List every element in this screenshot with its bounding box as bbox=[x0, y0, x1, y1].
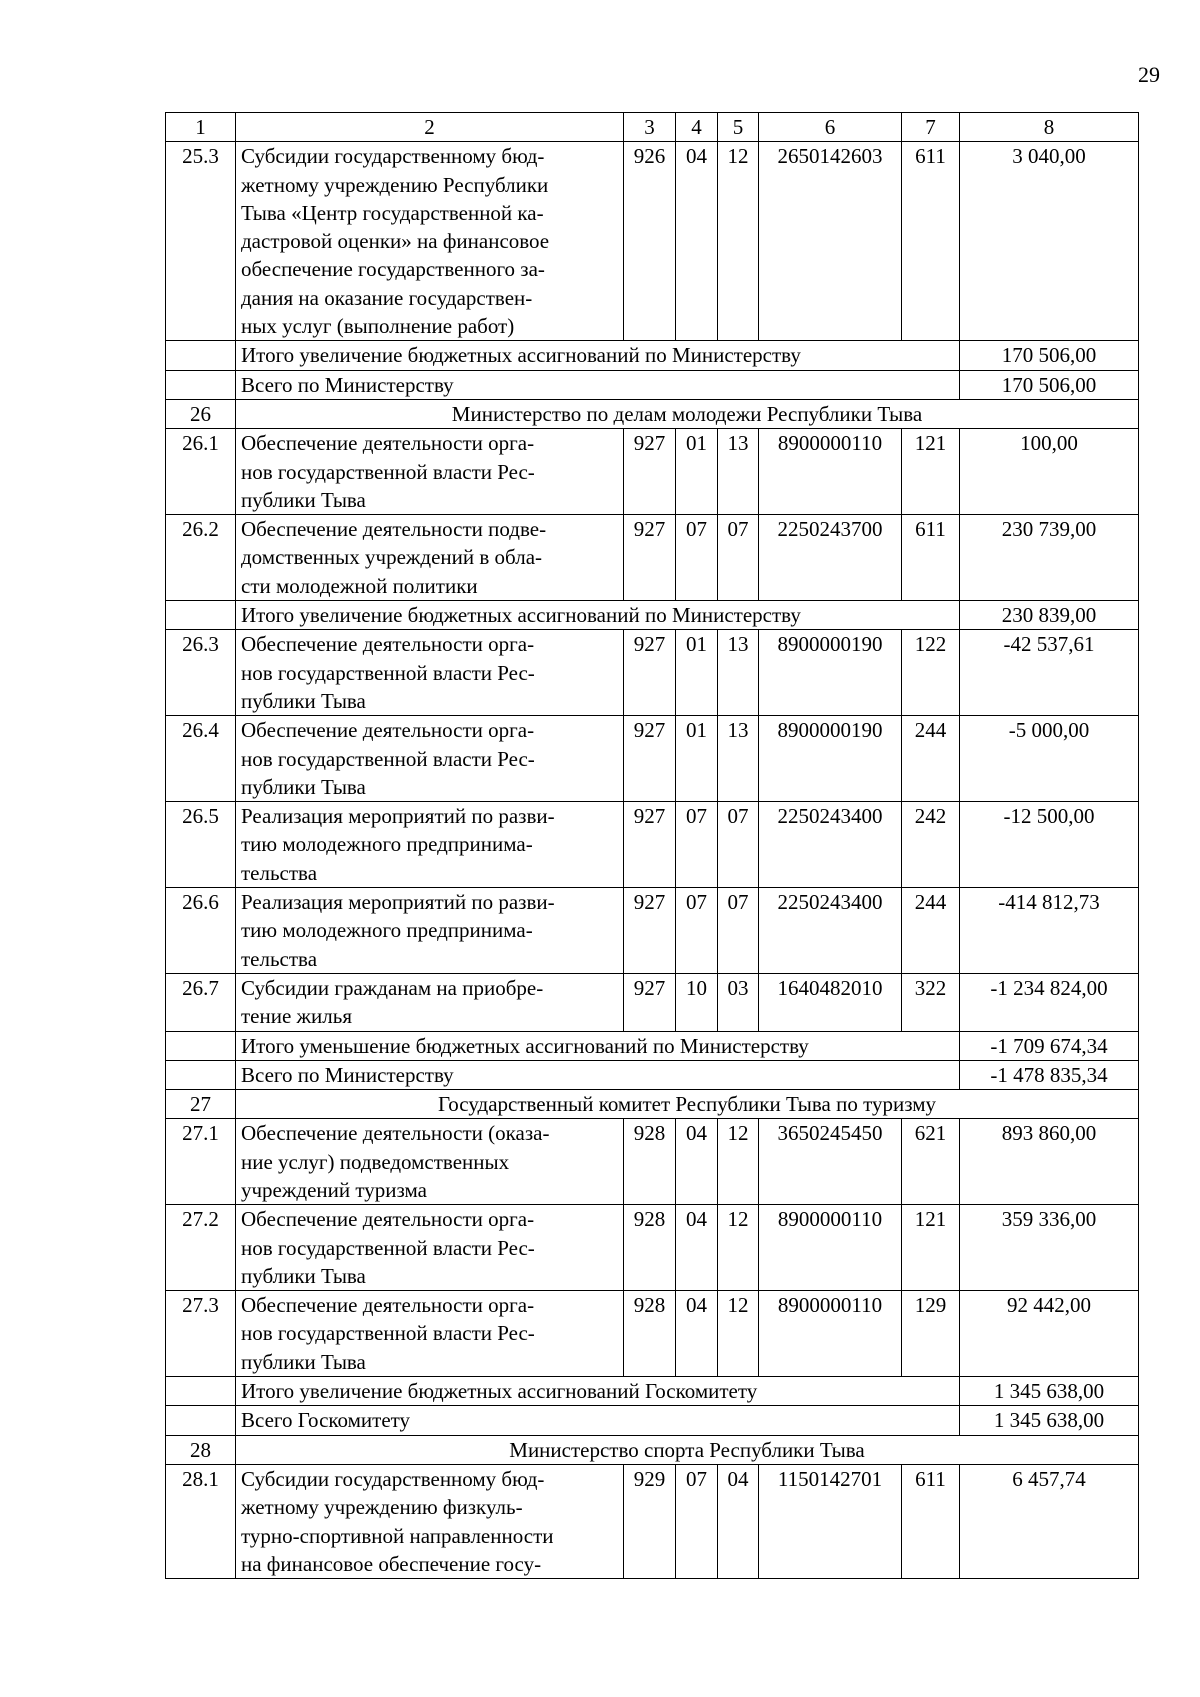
header-cell-1: 1 bbox=[166, 113, 236, 142]
row-subsection-code: 03 bbox=[718, 973, 759, 1031]
header-cell-8: 8 bbox=[960, 113, 1139, 142]
summary-empty-cell bbox=[166, 1406, 236, 1435]
table-row bbox=[166, 429, 1139, 515]
summary-row bbox=[166, 1377, 1139, 1406]
table-row bbox=[166, 716, 1139, 802]
row-subsection-code: 13 bbox=[718, 716, 759, 802]
row-amount: -42 537,61 bbox=[960, 630, 1139, 716]
row-target-code: 8900000190 bbox=[759, 630, 902, 716]
row-expense-type: 322 bbox=[902, 973, 960, 1031]
row-subsection-code: 13 bbox=[718, 429, 759, 515]
row-subsection-code: 07 bbox=[718, 802, 759, 888]
row-target-code: 2250243400 bbox=[759, 888, 902, 974]
row-amount: 92 442,00 bbox=[960, 1291, 1139, 1377]
table-body bbox=[166, 113, 1139, 1579]
summary-amount: 1 345 638,00 bbox=[960, 1377, 1139, 1406]
row-target-code: 1640482010 bbox=[759, 973, 902, 1031]
row-ministry-code: 928 bbox=[624, 1205, 676, 1291]
summary-amount: -1 478 835,34 bbox=[960, 1060, 1139, 1089]
row-ministry-code: 927 bbox=[624, 716, 676, 802]
summary-empty-cell bbox=[166, 1377, 236, 1406]
row-name: Обеспечение деятельности подве- домственных учреждений в обла- сти молодежной политики bbox=[236, 515, 624, 601]
section-row bbox=[166, 399, 1139, 428]
row-number: 26.6 bbox=[166, 888, 236, 974]
row-section-code: 04 bbox=[676, 1291, 718, 1377]
table-row bbox=[166, 1119, 1139, 1205]
row-number: 26.1 bbox=[166, 429, 236, 515]
section-row bbox=[166, 1435, 1139, 1464]
header-cell-7: 7 bbox=[902, 113, 960, 142]
header-row bbox=[166, 113, 1139, 142]
row-ministry-code: 929 bbox=[624, 1464, 676, 1578]
row-ministry-code: 927 bbox=[624, 630, 676, 716]
row-subsection-code: 12 bbox=[718, 1119, 759, 1205]
header-cell-3: 3 bbox=[624, 113, 676, 142]
page-number: 29 bbox=[1138, 62, 1160, 87]
table-row bbox=[166, 973, 1139, 1031]
row-section-code: 07 bbox=[676, 802, 718, 888]
row-expense-type: 621 bbox=[902, 1119, 960, 1205]
row-section-code: 04 bbox=[676, 142, 718, 341]
summary-amount: 170 506,00 bbox=[960, 370, 1139, 399]
row-ministry-code: 928 bbox=[624, 1291, 676, 1377]
row-amount: 3 040,00 bbox=[960, 142, 1139, 341]
row-number: 27.1 bbox=[166, 1119, 236, 1205]
row-ministry-code: 927 bbox=[624, 973, 676, 1031]
table-row bbox=[166, 888, 1139, 974]
row-target-code: 8900000190 bbox=[759, 716, 902, 802]
row-expense-type: 121 bbox=[902, 1205, 960, 1291]
summary-empty-cell bbox=[166, 1060, 236, 1089]
summary-row bbox=[166, 1406, 1139, 1435]
row-subsection-code: 12 bbox=[718, 1291, 759, 1377]
row-subsection-code: 07 bbox=[718, 515, 759, 601]
row-amount: -5 000,00 bbox=[960, 716, 1139, 802]
row-amount: -1 234 824,00 bbox=[960, 973, 1139, 1031]
row-expense-type: 611 bbox=[902, 1464, 960, 1578]
row-number: 26.4 bbox=[166, 716, 236, 802]
row-target-code: 2250243400 bbox=[759, 802, 902, 888]
row-amount: 893 860,00 bbox=[960, 1119, 1139, 1205]
header-cell-2: 2 bbox=[236, 113, 624, 142]
table-row bbox=[166, 1205, 1139, 1291]
summary-empty-cell bbox=[166, 370, 236, 399]
summary-empty-cell bbox=[166, 601, 236, 630]
row-name: Реализация мероприятий по разви- тию молодежного предпринима- тельства bbox=[236, 888, 624, 974]
summary-row bbox=[166, 1060, 1139, 1089]
row-number: 26.2 bbox=[166, 515, 236, 601]
row-expense-type: 611 bbox=[902, 515, 960, 601]
row-name: Обеспечение деятельности орга- нов государственной власти Рес- публики Тыва bbox=[236, 630, 624, 716]
table-row bbox=[166, 1464, 1139, 1578]
row-section-code: 04 bbox=[676, 1119, 718, 1205]
row-number: 28.1 bbox=[166, 1464, 236, 1578]
row-number: 27.3 bbox=[166, 1291, 236, 1377]
row-name: Обеспечение деятельности орга- нов государственной власти Рес- публики Тыва bbox=[236, 429, 624, 515]
summary-label: Всего по Министерству bbox=[236, 1060, 960, 1089]
row-amount: 6 457,74 bbox=[960, 1464, 1139, 1578]
section-number: 27 bbox=[166, 1090, 236, 1119]
row-ministry-code: 927 bbox=[624, 802, 676, 888]
summary-row bbox=[166, 341, 1139, 370]
row-amount: -12 500,00 bbox=[960, 802, 1139, 888]
row-expense-type: 129 bbox=[902, 1291, 960, 1377]
row-section-code: 01 bbox=[676, 716, 718, 802]
row-section-code: 10 bbox=[676, 973, 718, 1031]
row-section-code: 07 bbox=[676, 515, 718, 601]
row-name: Субсидии государственному бюд- жетному учреждению физкуль- турно-спортивной направленности на финансовое обеспечение госу- bbox=[236, 1464, 624, 1578]
row-subsection-code: 07 bbox=[718, 888, 759, 974]
row-name: Субсидии гражданам на приобре- тение жилья bbox=[236, 973, 624, 1031]
row-expense-type: 244 bbox=[902, 888, 960, 974]
row-ministry-code: 927 bbox=[624, 888, 676, 974]
table-row bbox=[166, 630, 1139, 716]
row-subsection-code: 04 bbox=[718, 1464, 759, 1578]
summary-amount: 230 839,00 bbox=[960, 601, 1139, 630]
row-expense-type: 244 bbox=[902, 716, 960, 802]
section-title: Министерство по делам молодежи Республики Тыва bbox=[236, 399, 1139, 428]
row-number: 27.2 bbox=[166, 1205, 236, 1291]
row-amount: 100,00 bbox=[960, 429, 1139, 515]
summary-label: Итого увеличение бюджетных ассигнований Госкомитету bbox=[236, 1377, 960, 1406]
row-section-code: 01 bbox=[676, 429, 718, 515]
header-cell-6: 6 bbox=[759, 113, 902, 142]
row-section-code: 07 bbox=[676, 1464, 718, 1578]
row-name: Обеспечение деятельности (оказа- ние услуг) подведомственных учреждений туризма bbox=[236, 1119, 624, 1205]
summary-amount: -1 709 674,34 bbox=[960, 1031, 1139, 1060]
row-target-code: 2650142603 bbox=[759, 142, 902, 341]
row-amount: 359 336,00 bbox=[960, 1205, 1139, 1291]
summary-label: Всего Госкомитету bbox=[236, 1406, 960, 1435]
row-number: 26.3 bbox=[166, 630, 236, 716]
row-target-code: 8900000110 bbox=[759, 429, 902, 515]
table-row bbox=[166, 142, 1139, 341]
summary-label: Всего по Министерству bbox=[236, 370, 960, 399]
row-number: 26.5 bbox=[166, 802, 236, 888]
row-section-code: 04 bbox=[676, 1205, 718, 1291]
table-row bbox=[166, 515, 1139, 601]
row-target-code: 8900000110 bbox=[759, 1205, 902, 1291]
row-subsection-code: 12 bbox=[718, 1205, 759, 1291]
row-subsection-code: 13 bbox=[718, 630, 759, 716]
row-name: Субсидии государственному бюд- жетному учреждению Республики Тыва «Центр государственной ка- дастровой оценки» на финансовое обеспечение государственного за- дания на оказание государствен- ных услуг (выполнение работ) bbox=[236, 142, 624, 341]
summary-empty-cell bbox=[166, 1031, 236, 1060]
summary-label: Итого увеличение бюджетных ассигнований по Министерству bbox=[236, 341, 960, 370]
row-name: Обеспечение деятельности орга- нов государственной власти Рес- публики Тыва bbox=[236, 1205, 624, 1291]
row-name: Обеспечение деятельности орга- нов государственной власти Рес- публики Тыва bbox=[236, 716, 624, 802]
summary-amount: 170 506,00 bbox=[960, 341, 1139, 370]
row-expense-type: 611 bbox=[902, 142, 960, 341]
summary-amount: 1 345 638,00 bbox=[960, 1406, 1139, 1435]
row-ministry-code: 926 bbox=[624, 142, 676, 341]
row-target-code: 2250243700 bbox=[759, 515, 902, 601]
row-expense-type: 121 bbox=[902, 429, 960, 515]
summary-empty-cell bbox=[166, 341, 236, 370]
summary-label: Итого увеличение бюджетных ассигнований по Министерству bbox=[236, 601, 960, 630]
row-section-code: 01 bbox=[676, 630, 718, 716]
row-subsection-code: 12 bbox=[718, 142, 759, 341]
row-target-code: 8900000110 bbox=[759, 1291, 902, 1377]
header-cell-4: 4 bbox=[676, 113, 718, 142]
row-ministry-code: 927 bbox=[624, 515, 676, 601]
row-name: Обеспечение деятельности орга- нов государственной власти Рес- публики Тыва bbox=[236, 1291, 624, 1377]
summary-label: Итого уменьшение бюджетных ассигнований по Министерству bbox=[236, 1031, 960, 1060]
section-title: Государственный комитет Республики Тыва по туризму bbox=[236, 1090, 1139, 1119]
table-row bbox=[166, 802, 1139, 888]
section-row bbox=[166, 1090, 1139, 1119]
row-target-code: 1150142701 bbox=[759, 1464, 902, 1578]
row-amount: 230 739,00 bbox=[960, 515, 1139, 601]
budget-table bbox=[165, 112, 1139, 1579]
row-number: 26.7 bbox=[166, 973, 236, 1031]
section-title: Министерство спорта Республики Тыва bbox=[236, 1435, 1139, 1464]
row-number: 25.3 bbox=[166, 142, 236, 341]
summary-row bbox=[166, 601, 1139, 630]
row-section-code: 07 bbox=[676, 888, 718, 974]
section-number: 26 bbox=[166, 399, 236, 428]
row-amount: -414 812,73 bbox=[960, 888, 1139, 974]
row-name: Реализация мероприятий по разви- тию молодежного предпринима- тельства bbox=[236, 802, 624, 888]
summary-row bbox=[166, 1031, 1139, 1060]
row-expense-type: 122 bbox=[902, 630, 960, 716]
summary-row bbox=[166, 370, 1139, 399]
row-ministry-code: 928 bbox=[624, 1119, 676, 1205]
header-cell-5: 5 bbox=[718, 113, 759, 142]
row-ministry-code: 927 bbox=[624, 429, 676, 515]
row-target-code: 3650245450 bbox=[759, 1119, 902, 1205]
row-expense-type: 242 bbox=[902, 802, 960, 888]
table-row bbox=[166, 1291, 1139, 1377]
section-number: 28 bbox=[166, 1435, 236, 1464]
